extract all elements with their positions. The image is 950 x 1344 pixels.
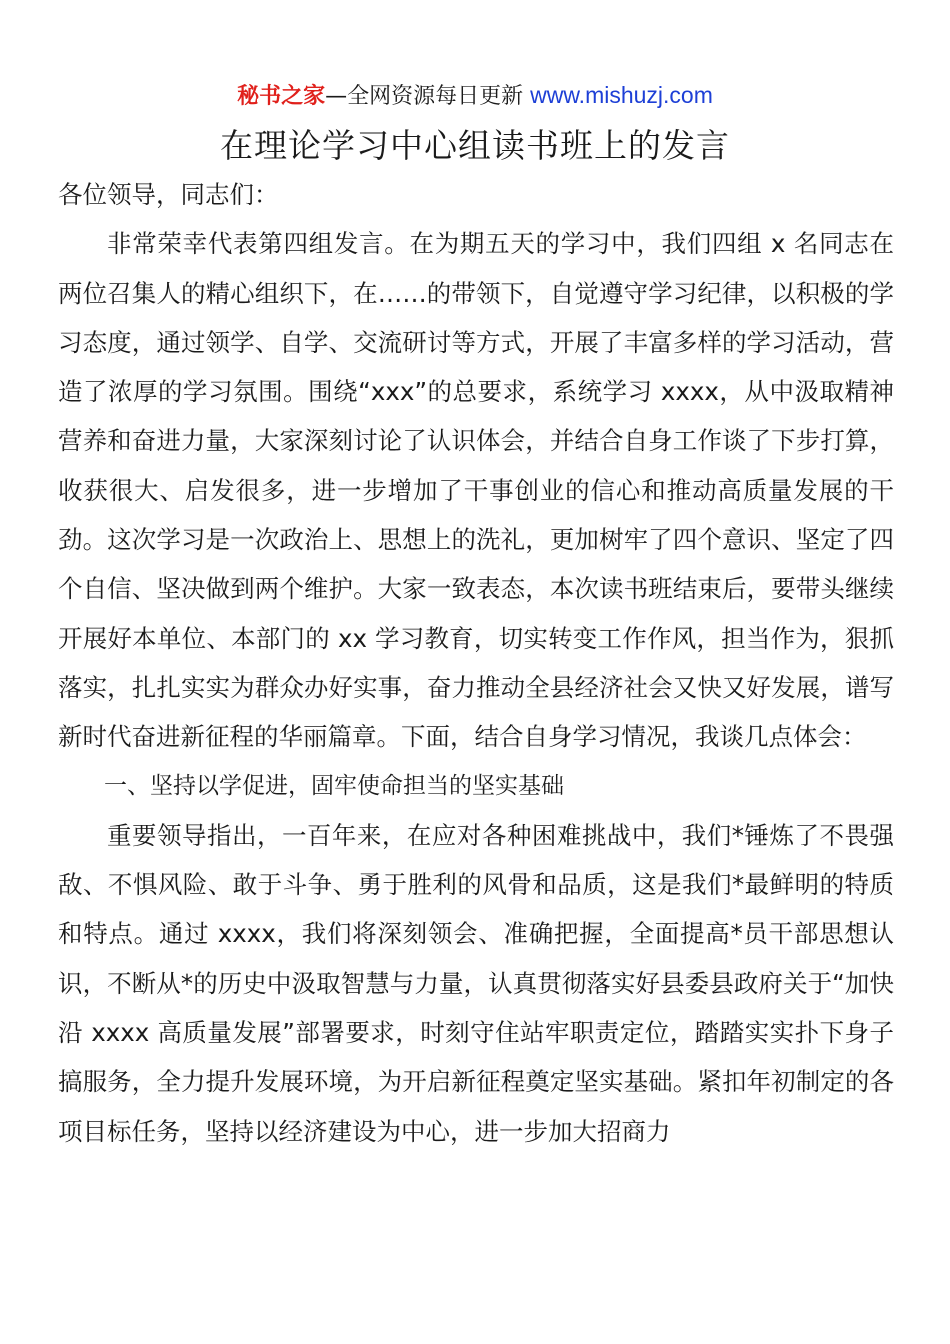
section-heading-1: 一、坚持以学促进，固牢使命担当的坚实基础	[104, 772, 564, 799]
paragraph-section-1: 重要领导指出，一百年来，在应对各种困难挑战中，我们*锤炼了不畏强敌、不惧风险、敢于斗争、勇于胜利的风骨和品质，这是我们*最鲜明的特质和特点。通过 xxxx，我们将深刻领会、准确把握，全面提高*员干部思想认识，不断从*的历史中汲取智慧与力量，认真贯彻落实好县委县政府关于“加快沿 xxxx 高质量发展”部署要求，时刻守住站牢职责定位，踏踏实实扑下身子搞服务，全力提升发展环境，为开启新征程奠定坚实基础。紧扣年初制定的各项目标任务，坚持以经济建设为中心，进一步加大招商力	[58, 820, 894, 1146]
paragraph-intro: 非常荣幸代表第四组发言。在为期五天的学习中，我们四组 x 名同志在两位召集人的精心组织下，在……的带领下，自觉遵守学习纪律，以积极的学习态度，通过领学、自学、交流研讨等方式，开展了丰富多样的学习活动，营造了浓厚的学习氛围。围绕“xxx”的总要求，系统学习 xxxx，从中汲取精神营养和奋进力量，大家深刻讨论了认识体会，并结合自身工作谈了下步打算，收获很大、启发很多，进一步增加了干事创业的信心和推动高质量发展的干劲。这次学习是一次政治上、思想上的洗礼，更加树牢了四个意识、坚定了四个自信、坚决做到两个维护。大家一致表态，本次读书班结束后，要带头继续开展好本单位、本部门的 xx 学习教育，切实转变工作作风，担当作为，狠抓落实，扎扎实实为群众办好实事，奋力推动全县经济社会又快又好发展，谱写新时代奋进新征程的华丽篇章。下面，结合自身学习情况，我谈几点体会：	[58, 229, 894, 752]
document-title: 在理论学习中心组读书班上的发言	[220, 126, 730, 165]
site-url-link[interactable]: www.mishuzj.com	[530, 82, 713, 108]
header-tagline: —全网资源每日更新	[325, 84, 524, 109]
document-body	[58, 170, 894, 1156]
salutation: 各位领导，同志们：	[58, 180, 279, 209]
site-header	[0, 80, 950, 112]
brand-name: 秘书之家	[237, 84, 326, 109]
